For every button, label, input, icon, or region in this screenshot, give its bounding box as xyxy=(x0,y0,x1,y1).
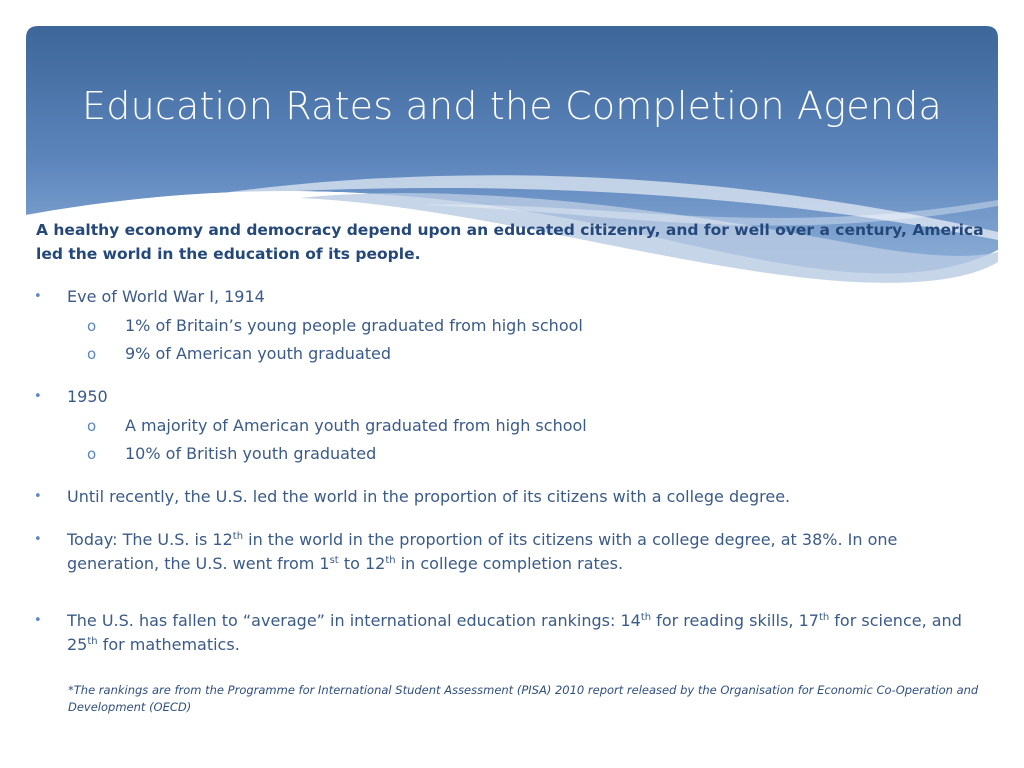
sub-list-item xyxy=(34,314,994,338)
bullet-text: Eve of World War I, 1914 xyxy=(67,287,265,306)
footnote: *The rankings are from the Programme for International Student Assessment (PISA) 2010 report released by the Organisation for Economic Co-Operation and Development (OECD) xyxy=(68,683,979,714)
list-item xyxy=(34,609,994,657)
sub-bullet-icon: o xyxy=(87,445,97,463)
bullet-text: 1950 xyxy=(67,387,108,406)
bullet-icon: • xyxy=(34,489,42,504)
list-item xyxy=(34,528,994,576)
sub-bullet-icon: o xyxy=(87,317,97,335)
bullet-icon: • xyxy=(34,613,42,628)
list-item xyxy=(34,485,994,509)
sub-bullet-icon: o xyxy=(87,417,97,435)
bullet-text: Until recently, the U.S. led the world in the proportion of its citizens with a college degree. xyxy=(67,487,791,506)
list-item xyxy=(34,385,994,409)
sub-bullet-text: 1% of Britain’s young people graduated from high school xyxy=(125,316,583,335)
sub-bullet-text: 10% of British youth graduated xyxy=(125,444,377,463)
slide-title: Education Rates and the Completion Agenda xyxy=(82,84,942,128)
sub-list-item xyxy=(34,414,994,438)
bullet-icon: • xyxy=(34,289,42,304)
bullet-text: Today: The U.S. is 12th in the world in the proportion of its citizens with a college degree, at 38%. In one generation, the U.S. went from 1st to 12th in college completion rates. xyxy=(67,530,898,573)
bullet-list xyxy=(34,285,994,657)
sub-bullet-text: A majority of American youth graduated from high school xyxy=(125,416,587,435)
sub-list-item xyxy=(34,342,994,366)
sub-list-item xyxy=(34,442,994,466)
sub-bullet-text: 9% of American youth graduated xyxy=(125,344,392,363)
sub-bullet-icon: o xyxy=(87,345,97,363)
intro-paragraph: A healthy economy and democracy depend upon an educated citizenry, and for well over a century, America led the world in the education of its people. xyxy=(36,221,984,263)
bullet-icon: • xyxy=(34,389,42,404)
list-item xyxy=(34,285,994,309)
bullet-icon: • xyxy=(34,532,42,547)
bullet-text: The U.S. has fallen to “average” in international education rankings: 14th for reading skills, 17th for science, and 25th for mathematics. xyxy=(67,611,962,654)
